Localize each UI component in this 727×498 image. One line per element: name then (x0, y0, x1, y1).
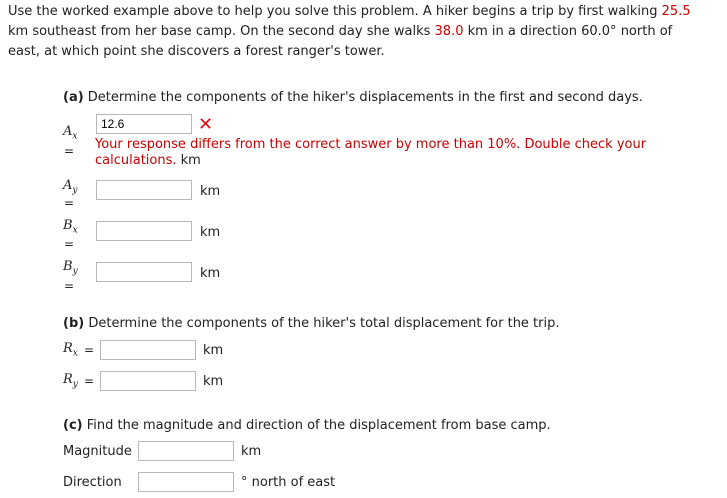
magnitude-label: Magnitude (63, 444, 132, 459)
magnitude-input[interactable] (138, 441, 234, 461)
ax-label: $A_x$ (63, 124, 78, 142)
ax-equals: = (64, 144, 75, 158)
ax-input[interactable] (96, 114, 192, 134)
ry-unit: km (203, 374, 224, 389)
part-c-label: (c) (63, 418, 83, 433)
part-b-label: (b) (63, 316, 85, 331)
bx-input[interactable] (96, 221, 192, 241)
direction-unit: ° north of east (241, 475, 336, 490)
rx-unit: km (203, 343, 224, 358)
ay-label: $A_y$ (63, 178, 78, 196)
bx-unit: km (200, 225, 221, 240)
part-b-question (63, 316, 560, 331)
magnitude-unit: km (241, 444, 262, 459)
direction-input[interactable] (138, 472, 234, 492)
problem-statement (8, 2, 708, 62)
prompt-text-2: km southeast from her base camp. On the second day she walks (8, 24, 435, 39)
rx-equals: = (84, 343, 95, 357)
part-a-text: Determine the components of the hiker's displacements in the first and second days. (83, 90, 643, 105)
by-equals: = (64, 279, 75, 293)
ry-input[interactable] (100, 371, 196, 391)
ry-equals: = (84, 374, 95, 388)
part-a-question (63, 90, 643, 105)
ay-unit: km (200, 184, 221, 199)
by-input[interactable] (96, 262, 192, 282)
prompt-text-3: km in a direction 60.0° north of east, at which point she discovers a forest ranger's tower. (8, 24, 673, 59)
incorrect-x-icon: ✕ (198, 114, 214, 135)
ax-error-message: Your response differs from the correct answer by more than 10%. Double check your calculations. km (95, 137, 647, 168)
bx-label: $B_x$ (63, 218, 78, 236)
part-a-label: (a) (63, 90, 84, 105)
prompt-text-1: Use the worked example above to help you solve this problem. A hiker begins a trip by first walking (8, 4, 662, 19)
bx-equals: = (64, 237, 75, 251)
ay-input[interactable] (96, 180, 192, 200)
distance-value-1: 25.5 (661, 4, 691, 19)
rx-label: $R_x$ (63, 341, 78, 359)
distance-value-2: 38.0 (434, 24, 464, 39)
ry-label: $R_y$ (63, 372, 78, 390)
by-label: $B_y$ (63, 259, 78, 277)
ay-equals: = (64, 196, 75, 210)
part-b-text: Determine the components of the hiker's total displacement for the trip. (84, 316, 560, 331)
part-c-text: Find the magnitude and direction of the displacement from base camp. (82, 418, 551, 433)
part-c-question (63, 418, 551, 433)
direction-label: Direction (63, 475, 122, 490)
by-unit: km (200, 266, 221, 281)
rx-input[interactable] (100, 340, 196, 360)
